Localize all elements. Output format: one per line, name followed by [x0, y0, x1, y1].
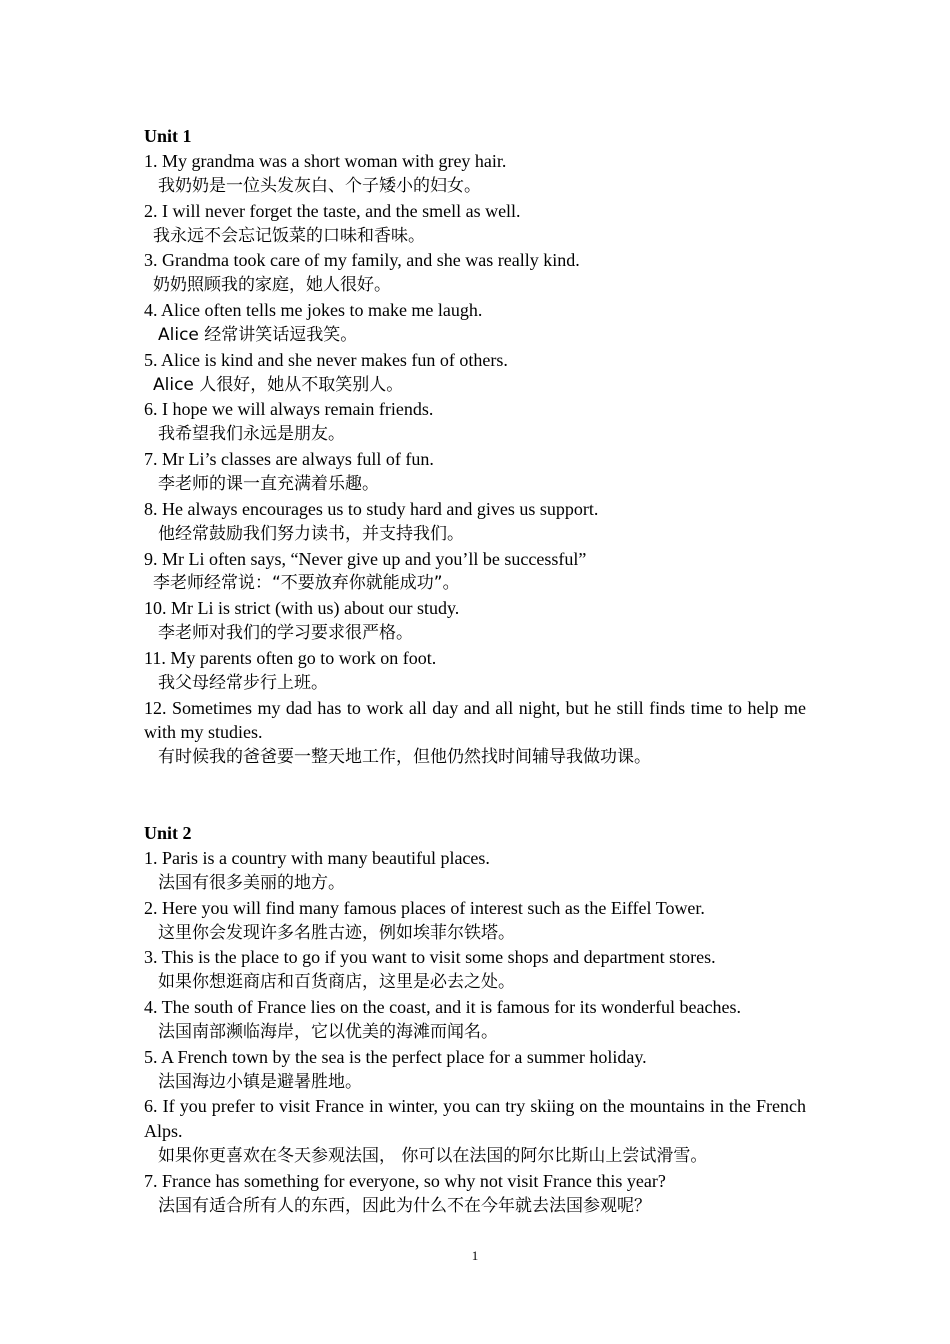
chinese-translation: 如果你更喜欢在冬天参观法国， 你可以在法国的阿尔比斯山上尝试滑雪。	[158, 1146, 708, 1167]
chinese-translation: Alice 人很好，她从不取笑别人。	[153, 374, 404, 395]
chinese-translation: 我永远不会忘记饭菜的口味和香味。	[153, 225, 425, 246]
unit-2-title: Unit 2	[144, 823, 192, 843]
english-sentence: 12. Sometimes my dad has to work all day and all night, but he still finds time to help me with my studies.	[144, 697, 806, 743]
english-sentence: 10. Mr Li is strict (with us) about our study.	[144, 598, 460, 619]
sentence-pair	[144, 1094, 806, 1169]
chinese-translation: 有时候我的爸爸要一整天地工作，但他仍然找时间辅导我做功课。	[158, 747, 651, 768]
sentence-pair	[144, 447, 806, 497]
sentence-pair	[144, 397, 806, 447]
sentence-pair	[144, 348, 806, 398]
english-sentence: 7. Mr Li’s classes are always full of fun.	[144, 449, 434, 470]
unit-1-sentence-list	[144, 149, 806, 770]
english-sentence: 9. Mr Li often says, “Never give up and you’ll be successful”	[144, 548, 587, 569]
english-sentence: 5. A French town by the sea is the perfect place for a summer holiday.	[144, 1046, 647, 1067]
chinese-translation: 我奶奶是一位头发灰白、个子矮小的妇女。	[158, 175, 481, 196]
chinese-translation: 李老师的课一直充满着乐趣。	[158, 473, 379, 494]
english-sentence: 6. I hope we will always remain friends.	[144, 399, 434, 420]
english-sentence: 3. This is the place to go if you want to visit some shops and department stores.	[144, 947, 716, 968]
english-sentence: 6. If you prefer to visit France in winter, you can try skiing on the mountains in the French Alps.	[144, 1096, 806, 1142]
sentence-pair	[144, 547, 806, 597]
english-sentence: 4. Alice often tells me jokes to make me laugh.	[144, 300, 483, 321]
chinese-translation: 李老师经常说：“不要放弃你就能成功”。	[153, 573, 460, 594]
english-sentence: 7. France has something for everyone, so why not visit France this year?	[144, 1170, 666, 1191]
sentence-pair	[144, 896, 806, 946]
chinese-translation: 这里你会发现许多名胜古迹，例如埃菲尔铁塔。	[158, 922, 515, 943]
chinese-translation: 奶奶照顾我的家庭，她人很好。	[153, 275, 391, 296]
english-sentence: 1. My grandma was a short woman with grey hair.	[144, 151, 507, 171]
chinese-translation: 他经常鼓励我们努力读书，并支持我们。	[158, 523, 464, 544]
chinese-translation: 我父母经常步行上班。	[158, 672, 328, 693]
sentence-pair	[144, 497, 806, 547]
english-sentence: 3. Grandma took care of my family, and she was really kind.	[144, 250, 580, 271]
chinese-translation: 李老师对我们的学习要求很严格。	[158, 623, 413, 644]
sentence-pair	[144, 248, 806, 298]
english-sentence: 2. I will never forget the taste, and the smell as well.	[144, 200, 521, 221]
english-sentence: 1. Paris is a country with many beautiful places.	[144, 848, 490, 868]
unit-1-title: Unit 1	[144, 126, 192, 146]
english-sentence: 5. Alice is kind and she never makes fun of others.	[144, 349, 508, 370]
english-sentence: 8. He always encourages us to study hard and gives us support.	[144, 498, 599, 519]
sentence-pair	[144, 199, 806, 249]
chinese-translation: 法国有适合所有人的东西，因此为什么不在今年就去法国参观呢？	[158, 1195, 651, 1216]
chinese-translation: Alice 经常讲笑话逗我笑。	[158, 324, 358, 345]
unit-2-section	[144, 821, 806, 1219]
chinese-translation: 我希望我们永远是朋友。	[158, 424, 345, 445]
sentence-pair	[144, 995, 806, 1045]
sentence-pair	[144, 846, 806, 896]
english-sentence: 11. My parents often go to work on foot.	[144, 647, 437, 668]
unit-2-sentence-list	[144, 846, 806, 1219]
chinese-translation: 法国有很多美丽的地方。	[158, 872, 345, 893]
sentence-pair	[144, 149, 806, 199]
sentence-pair	[144, 945, 806, 995]
sentence-pair	[144, 1169, 806, 1219]
chinese-translation: 如果你想逛商店和百货商店，这里是必去之处。	[158, 972, 515, 993]
chinese-translation: 法国海边小镇是避暑胜地。	[158, 1071, 362, 1092]
sentence-pair	[144, 298, 806, 348]
page-number: 1	[471, 1248, 479, 1263]
english-sentence: 2. Here you will find many famous places of interest such as the Eiffel Tower.	[144, 897, 705, 918]
english-sentence: 4. The south of France lies on the coast, and it is famous for its wonderful beaches.	[144, 997, 742, 1018]
sentence-pair	[144, 1045, 806, 1095]
sentence-pair	[144, 696, 806, 771]
chinese-translation: 法国南部濒临海岸，它以优美的海滩而闻名。	[158, 1021, 498, 1042]
sentence-pair	[144, 646, 806, 696]
sentence-pair	[144, 596, 806, 646]
unit-1-section	[144, 124, 806, 770]
